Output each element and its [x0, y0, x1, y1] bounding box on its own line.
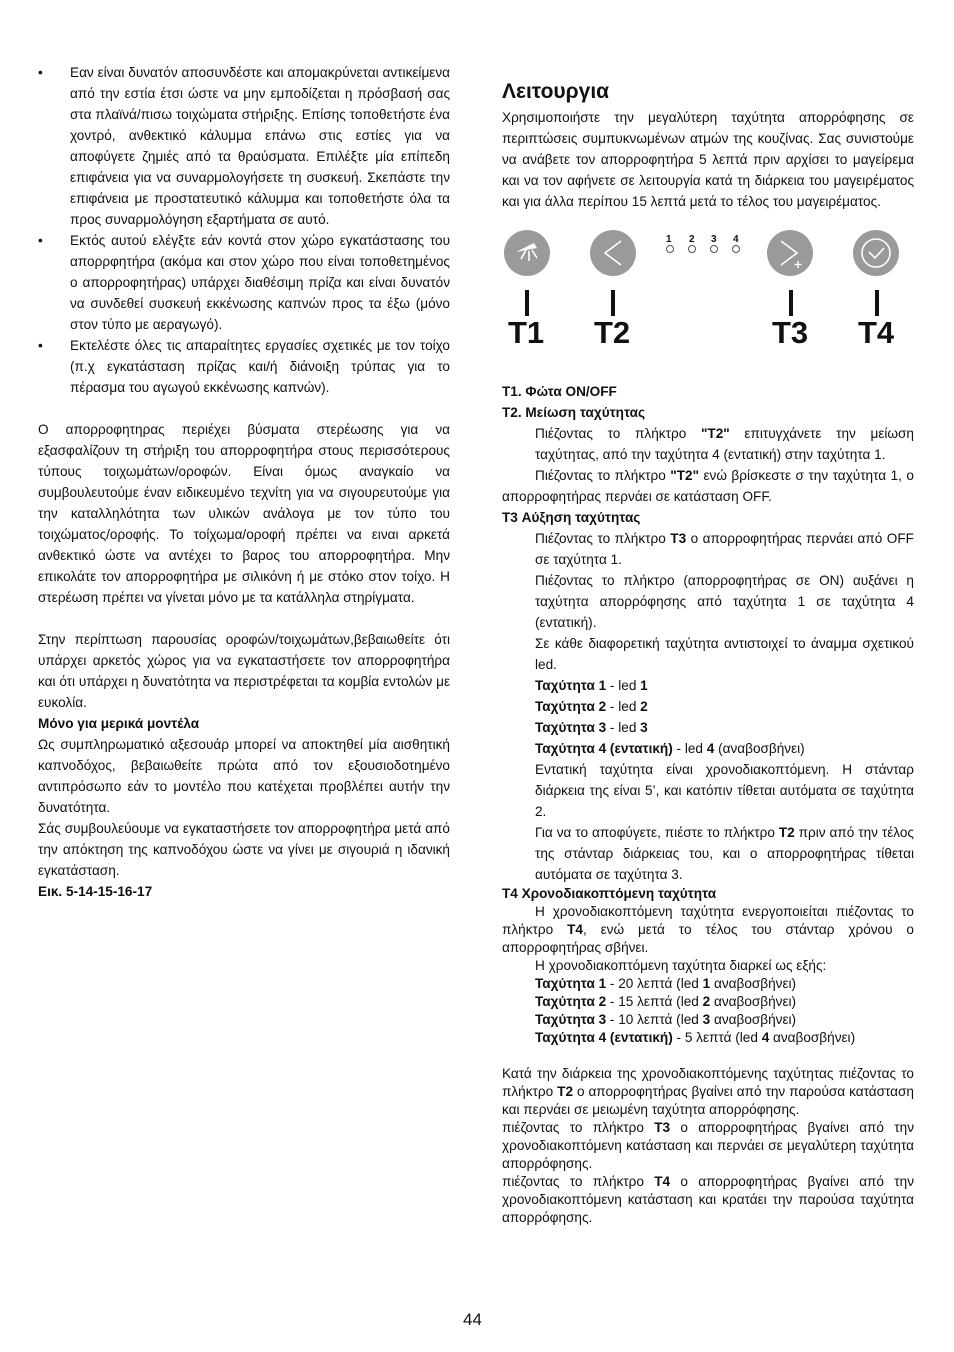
space-paragraph: Στην περίπτωση παρουσίας οροφών/τοιχωμάτων,βεβαιωθείτε ότι υπάρχει αρκετός χώρος για να εγκαταστήσετε τον απορροφητήρα και ότι υπάρχει η δυνατότητα να περιστρέφεται τα κομβία εντολών με ευκολία. — [38, 632, 450, 710]
timer-button — [853, 230, 899, 276]
closing-paragraph: πιέζοντας το πλήκτρο T4 ο απορροφητήρας βγαίνει από την χρονοδιακοπτόμενη κατάσταση και κρατάει την παρούσα ταχύτητα απορρόφησης. — [502, 1174, 914, 1225]
page-number: 44 — [463, 1310, 482, 1329]
prep-bullet-list — [38, 62, 450, 398]
pointer-line — [611, 290, 615, 316]
speed-led-line: Ταχύτητα 3 - led 3 — [535, 720, 648, 735]
pointer-line — [789, 290, 793, 316]
t3-paragraph: Σε κάθε διαφορετική ταχύτητα αντιστοιχεί το άναμμα σχετικού led. — [535, 636, 914, 672]
advice-paragraph: Σάς συμβουλεύουμε να εγκαταστήσετε τον απορροφητήρα μετά από την απόκτηση της καπνοδόχου ώστε να γίνει με σιγουριά η ιδανική εγκατάσταση. — [38, 821, 450, 878]
chevron-left-icon — [590, 230, 636, 276]
led-number: 2 — [689, 234, 695, 245]
speed-down-button — [590, 230, 636, 276]
led-dot — [732, 245, 740, 253]
speed-up-button — [767, 230, 813, 276]
label-t1: T1 — [508, 315, 545, 350]
figure-reference: Εικ. 5-14-15-16-17 — [38, 884, 153, 899]
label-t2: T2 — [594, 315, 631, 350]
speed-led-line: Ταχύτητα 2 - led 2 — [535, 699, 648, 714]
t4-heading: T4 Χρονοδιακοπτόμενη ταχύτητα — [502, 886, 717, 901]
left-column — [38, 62, 450, 902]
closing-paragraph: πιέζοντας το πλήκτρο T3 ο απορροφητήρας βγαίνει από την χρονοδιακοπτόμενη κατάσταση και περνάει σε μεγαλύτερη ταχύτητα απορρόφησης. — [502, 1120, 914, 1171]
t3-paragraph: Για να το αποφύγετε, πιέστε το πλήκτρο T2 πριν από την τέλος της στάνταρ διάρκειας του, και ο απορροφητήρας τίθεται αυτόματα σε ταχύτητα 3. — [535, 825, 914, 882]
t2-paragraph: Πιέζοντας το πλήκτρο "T2" επιτυγχάνετε την μείωση ταχύτητας, από την ταχύτητα 4 (εντατική) στην ταχύτητα 1. — [535, 426, 914, 462]
light-icon — [504, 230, 550, 276]
clock-icon — [853, 230, 899, 276]
list-item: • Εαν είναι δυνατόν αποσυνδέστε και απομακρύνεται αντικείμενα από την εστία έτσι ώστε να μην εμποδίζεται η πρόσβασή σας στα πλαϊνά/πισω τοιχώματα στήριξης. Επίσης τοποθετήστε ένα χοντρό, ανθεκτικό κάλυμμα επάνω στις εστίες για να αποφύγετε ζημιές από τα θραύσματα. Επιλέξτε μία επίπεδη επιφάνεια για να συναρμολογήσετε τη συσκευή. Σκεπάστε την επιφάνεια με προστατευτικό κάλυμμα και τοποθετήστε όλα τα προς συναρμολόγηση εξαρτήματα σε αυτό. — [38, 65, 450, 227]
t3-paragraph: Πιέζοντας το πλήκτρο (απορροφητήρας σε ON) αυξάνει η ταχύτητα απορρόφησης από ταχύτητα 1 σε ταχύτητα 4 (εντατική). — [535, 573, 914, 630]
led-dot — [688, 245, 696, 253]
t3-paragraph: Εντατική ταχύτητα είναι χρονοδιακοπτόμενη. Η στάνταρ διάρκεια της είναι 5’, και κατόπιν τίθεται αυτόματα σε ταχύτητα 2. — [535, 762, 914, 819]
timer-speed-line: Ταχύτητα 3 - 10 λεπτά (led 3 αναβοσβήνει) — [535, 1012, 797, 1027]
led-dot — [710, 245, 718, 253]
light-button — [504, 230, 550, 276]
control-panel-diagram — [502, 230, 914, 375]
right-column — [502, 80, 914, 1227]
t4-paragraph: Η χρονοδιακοπτόμενη ταχύτητα ενεργοποιείται πιέζοντας το πλήκτρο T4, ενώ μετά το τέλος του στάνταρ χρόνου ο απορροφητήρας σβήνει. — [502, 904, 914, 955]
t2-heading: T2. Μείωση ταχύτητας — [502, 405, 646, 420]
led-number: 1 — [666, 234, 672, 245]
led-number: 3 — [711, 234, 717, 245]
timer-speed-line: Ταχύτητα 1 - 20 λεπτά (led 1 αναβοσβήνει) — [535, 976, 797, 991]
chevron-right-plus-icon — [767, 230, 813, 276]
t3-heading: T3 Αύξηση ταχύτητας — [502, 510, 641, 525]
fixing-paragraph: Ο απορροφητηρας περιέχει βύσματα στερέωσης για να εξασφαλίζουν τη στήριξη του απορροφητήρα στους περισσότερους τύπους τοιχωμάτων/οροφών. Είναι όμως αναγκαίο να συμβουλευτούμε έναν ειδικευμένο τεχνίτη για να σιγουρευτούμε για την καταλληλότητα των υλικών ανάλογα με τον τύπο του τοιχώματος/οροφής. Το τοίχωμα/οροφή πρέπει να ειναι αρκετά ανθεκτικό ώστε να αντέχει το βαρος του απορροφητήρα. Μην επικολάτε τον απορροφητήρα με σιλικόνη ή με στόκο στον τοίχο. Η στερέωση πρέπει να γίνεται μόνο με τα κατάλληλα στηρίγματα. — [38, 422, 450, 605]
chimney-paragraph: Ως συμπληρωματικό αξεσουάρ μπορεί να αποκτηθεί μία αισθητική καπνοδόχος, βεβαιωθείτε πρώτα από τον εξουσιοδοτημένο αντιπρόσωπο εάν το μοντέλο που κατέχεται προβλέπει αυτήν την δυνατότητα. — [38, 737, 450, 815]
label-t3: T3 — [772, 315, 809, 350]
pointer-line — [525, 290, 529, 316]
intro-paragraph: Χρησιμοποιήστε την μεγαλύτερη ταχύτητα απορρόφησης σε περιπτώσεις συμπυκνωμένων ατμών της κουζίνας. Σας συνιστούμε να ανάβετε τον απορροφητήρα 5 λεπτά πριν αρχίσει το μαγείρεμα και να τον αφήνετε σε λειτουργία κατά τη διάρκεια του μαγειρέματος και για άλλα περίπου 15 λεπτά μετά το τέλος του μαγειρέματος. — [502, 110, 914, 209]
t4-paragraph: Η χρονοδιακοπτόμενη ταχύτητα διαρκεί ως εξής: — [535, 958, 827, 973]
led-number: 4 — [733, 234, 739, 245]
t3-paragraph: Πιέζοντας το πλήκτρο T3 ο απορροφητήρας περνάει από OFF σε ταχύτητα 1. — [535, 531, 914, 567]
section-title: Λειτουργια — [502, 80, 610, 103]
speed-led-line: Ταχύτητα 4 (εντατική) - led 4 (αναβοσβήνει) — [535, 741, 805, 756]
timer-speed-line: Ταχύτητα 2 - 15 λεπτά (led 2 αναβοσβήνει) — [535, 994, 797, 1009]
label-t4: T4 — [858, 315, 895, 350]
closing-paragraph: Κατά την διάρκεια της χρονοδιακοπτόμενης ταχύτητας πιέζοντας το πλήκτρο T2 ο απορροφητήρας βγαίνει από την παρούσα κατάσταση και περνάει σε μειωμένη ταχύτητα απορρόφησης. — [502, 1066, 914, 1117]
t1-heading: T1. Φώτα ON/OFF — [502, 384, 617, 399]
t2-paragraph: Πιέζοντας το πλήκτρο "T2" ενώ βρίσκεστε σ την ταχύτητα 1, ο απορροφητήρας περνάει σε κατάσταση OFF. — [502, 468, 914, 504]
models-heading: Μόνο για μερικά μοντέλα — [38, 716, 200, 731]
led-dot — [666, 245, 674, 253]
list-item: • Εκτελέστε όλες τις απαραίτητες εργασίες σχετικές με τον τοίχο (π.χ εγκατάσταση πρίζας και/ή διάνοιξη τρύπας για το πέρασμα του αγωγού εκκένωσης καπνών). — [38, 338, 450, 395]
list-item: • Εκτός αυτού ελέγξτε εάν κοντά στον χώρο εγκατάστασης του απορρφητήρα (ακόμα και στον χώρο που είναι τοποθετημένος ο απορροφητήρας) υπάρχει διαθέσιμη πρίζα και είναι δυνατόν να συνδεθεί συσκευή εκκένωσης καπνών προς τα έξω (μόνο στον τύπο με αεραγωγό). — [38, 233, 450, 332]
timer-speed-line: Ταχύτητα 4 (εντατική) - 5 λεπτά (led 4 αναβοσβήνει) — [535, 1030, 856, 1045]
pointer-line — [875, 290, 879, 316]
speed-led-line: Ταχύτητα 1 - led 1 — [535, 678, 648, 693]
